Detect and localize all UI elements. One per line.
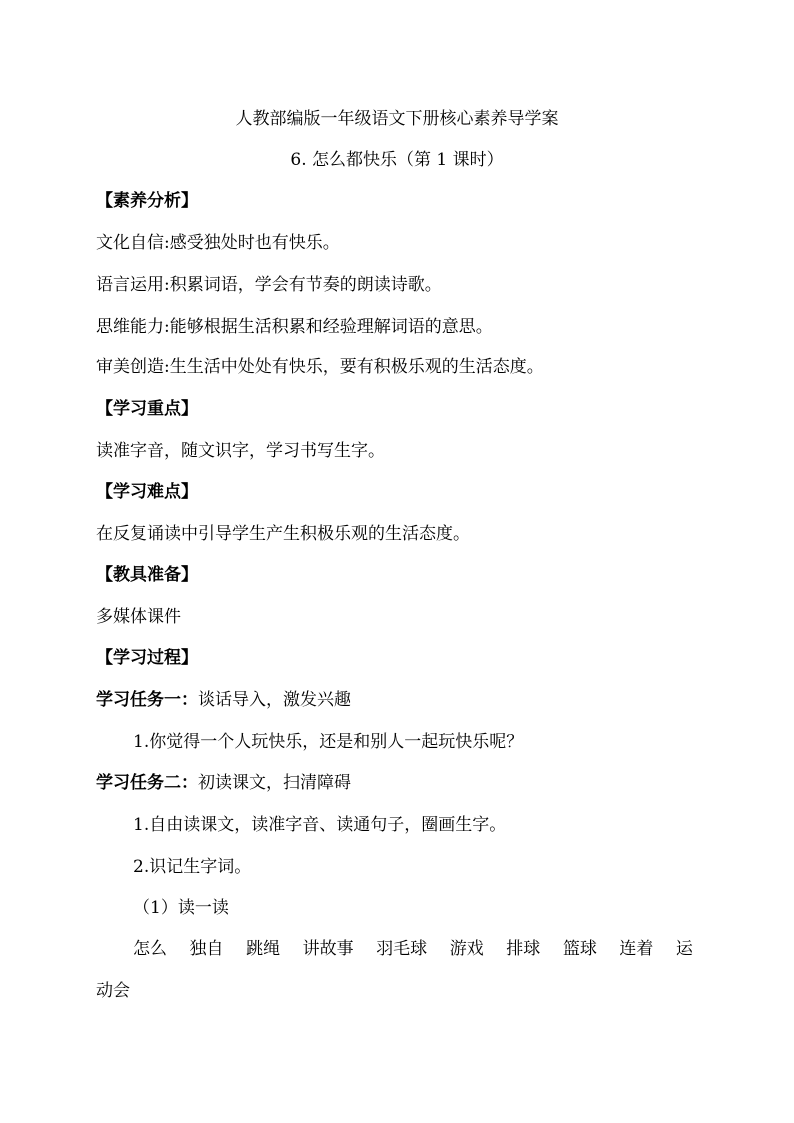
task2-label: 学习任务二： <box>96 773 198 793</box>
literacy-item-language: 语言运用:积累词语，学会有节奏的朗读诗歌。 <box>96 275 442 295</box>
literacy-item-culture: 文化自信:感受独处时也有快乐。 <box>96 233 340 253</box>
task2-line <box>96 772 351 794</box>
task1-text: 谈话导入，激发兴趣 <box>198 690 351 710</box>
vocab-word: 跳绳 <box>246 939 281 959</box>
vocab-word: 怎么 <box>133 939 167 959</box>
literacy-item-aesthetic: 审美创造:生生活中处处有快乐，要有积极乐观的生活态度。 <box>96 357 544 377</box>
vocab-word: 讲故事 <box>302 939 354 959</box>
vocab-word: 羽毛球 <box>376 939 428 959</box>
literacy-item-thinking: 思维能力:能够根据生活积累和经验理解词语的意思。 <box>96 317 493 337</box>
vocab-word: 篮球 <box>562 939 597 959</box>
vocab-wrap-word: 动会 <box>96 981 130 1001</box>
task1-line <box>96 689 351 711</box>
task2-step2: 2.识记生字词。 <box>133 857 252 877</box>
task2-text: 初读课文，扫清障碍 <box>198 773 351 793</box>
task2-step1: 1.自由读课文，读准字音、读通句子，圈画生字。 <box>133 815 507 835</box>
vocab-word: 连着 <box>619 939 654 959</box>
read-aloud-label: （1）读一读 <box>133 898 229 918</box>
tools-text: 多媒体课件 <box>96 607 181 627</box>
focus-heading: 【学习重点】 <box>96 399 198 419</box>
tools-heading: 【教具准备】 <box>96 565 198 585</box>
difficulty-text: 在反复诵读中引导学生产生积极乐观的生活态度。 <box>96 524 470 544</box>
document-title: 人教部编版一年级语文下册核心素养导学案 <box>235 109 559 129</box>
vocab-list <box>133 938 693 960</box>
task1-question: 1.你觉得一个人玩快乐，还是和别人一起玩快乐呢？ <box>133 732 524 752</box>
vocab-word: 游戏 <box>449 939 484 959</box>
task1-label: 学习任务一： <box>96 690 198 710</box>
vocab-word: 独自 <box>189 939 224 959</box>
vocab-word: 排球 <box>506 939 541 959</box>
literacy-heading: 【素养分析】 <box>96 191 198 211</box>
difficulty-heading: 【学习难点】 <box>96 482 198 502</box>
lesson-subtitle: 6. 怎么都快乐（第 1 课时） <box>290 150 504 170</box>
process-heading: 【学习过程】 <box>96 648 198 668</box>
vocab-word: 运 <box>675 939 693 959</box>
focus-text: 读准字音，随文识字，学习书写生字。 <box>96 441 385 461</box>
